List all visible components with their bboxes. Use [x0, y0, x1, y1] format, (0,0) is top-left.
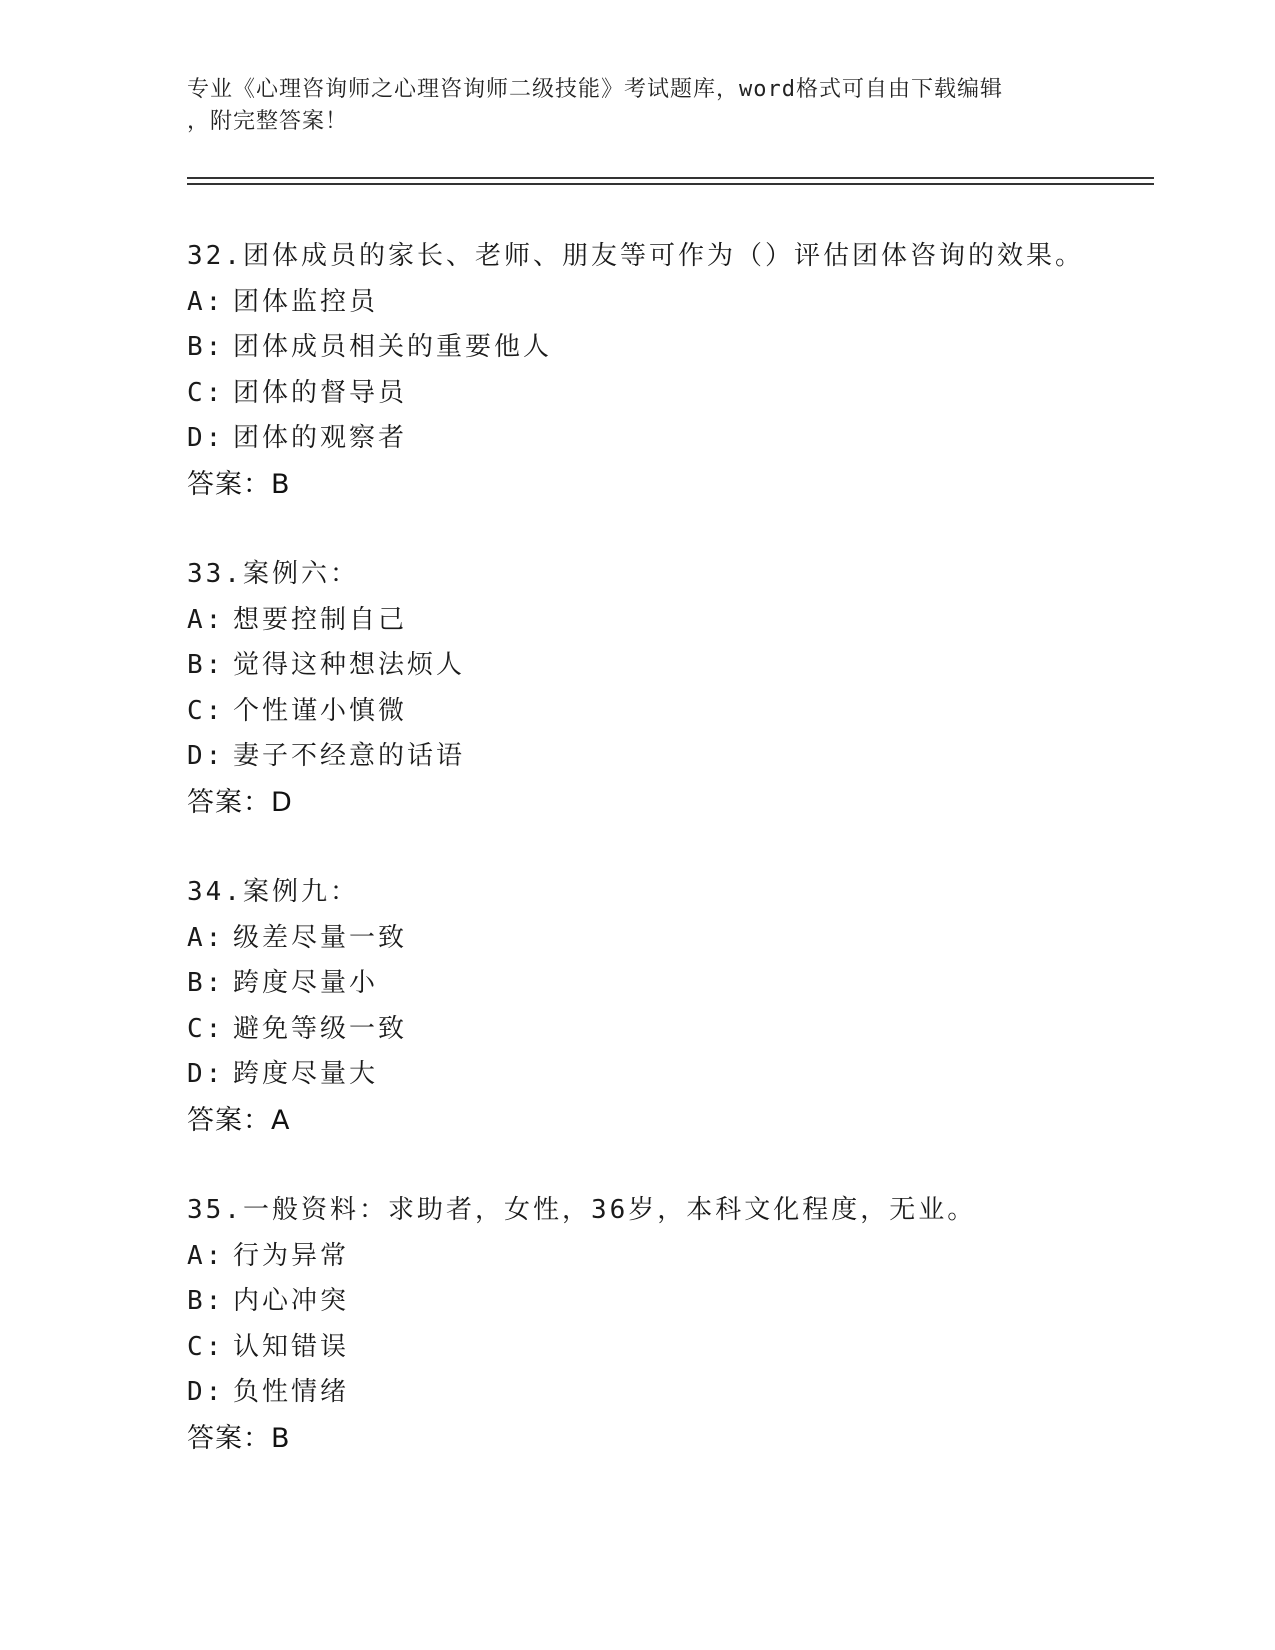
option-text: 觉得这种想法烦人 — [233, 650, 466, 680]
option-a — [187, 598, 1147, 644]
option-b — [187, 643, 1147, 689]
option-a — [187, 1234, 1147, 1280]
option-text: 团体成员相关的重要他人 — [233, 332, 553, 362]
question-34 — [187, 870, 1147, 1143]
option-text: 认知错误 — [233, 1331, 350, 1362]
option-text: 个性谨小慎微 — [233, 695, 408, 726]
option-letter: C: — [187, 695, 225, 726]
option-letter: A: — [187, 922, 225, 953]
question-stem: 32.团体成员的家长、老师、朋友等可作为（）评估团体咨询的效果。 — [187, 241, 1084, 271]
option-text: 想要控制自己 — [233, 604, 408, 635]
question-stem: 35.一般资料：求助者，女性，36岁，本科文化程度，无业。 — [187, 1195, 977, 1225]
option-text: 避免等级一致 — [233, 1013, 408, 1044]
option-text: 行为异常 — [233, 1240, 350, 1271]
question-list — [187, 234, 1147, 1506]
question-stem: 34.案例九： — [187, 877, 359, 907]
header-line-2: ，附完整答案！ — [187, 109, 349, 134]
question-32 — [187, 234, 1147, 507]
option-letter: D: — [187, 423, 225, 453]
header-divider-top — [187, 177, 1154, 179]
option-text: 团体监控员 — [233, 286, 379, 317]
option-d — [187, 734, 1147, 780]
question-stem: 33.案例六： — [187, 559, 359, 589]
option-b — [187, 961, 1147, 1007]
option-letter: C: — [187, 1013, 225, 1044]
option-letter: C: — [187, 1331, 225, 1362]
option-letter: B: — [187, 650, 225, 680]
option-letter: D: — [187, 741, 225, 771]
option-letter: B: — [187, 332, 225, 362]
option-c — [187, 1325, 1147, 1371]
option-b — [187, 1279, 1147, 1325]
option-letter: B: — [187, 968, 225, 998]
answer-label: 答案：A — [187, 1104, 291, 1136]
option-letter: D: — [187, 1377, 225, 1407]
option-letter: A: — [187, 1240, 225, 1271]
option-text: 团体的观察者 — [233, 423, 408, 453]
option-a — [187, 916, 1147, 962]
option-text: 内心冲突 — [233, 1286, 350, 1316]
option-letter: A: — [187, 604, 225, 635]
document-header — [187, 74, 1087, 138]
header-line-1: 专业《心理咨询师之心理咨询师二级技能》考试题库，word格式可自由下载编辑 — [187, 77, 1003, 102]
option-text: 负性情绪 — [233, 1377, 350, 1407]
option-d — [187, 1052, 1147, 1098]
answer-label: 答案：D — [187, 786, 293, 818]
option-letter: A: — [187, 286, 225, 317]
question-35 — [187, 1188, 1147, 1461]
option-b — [187, 325, 1147, 371]
option-letter: D: — [187, 1059, 225, 1089]
option-c — [187, 1007, 1147, 1053]
answer-label: 答案：B — [187, 1422, 291, 1454]
option-text: 妻子不经意的话语 — [233, 741, 466, 771]
header-divider-bottom — [187, 183, 1154, 185]
answer-label: 答案：B — [187, 468, 291, 500]
option-letter: B: — [187, 1286, 225, 1316]
option-d — [187, 416, 1147, 462]
option-text: 团体的督导员 — [233, 377, 408, 408]
option-a — [187, 280, 1147, 326]
option-text: 级差尽量一致 — [233, 922, 408, 953]
option-d — [187, 1370, 1147, 1416]
option-c — [187, 689, 1147, 735]
option-text: 跨度尽量小 — [233, 968, 379, 998]
option-text: 跨度尽量大 — [233, 1059, 379, 1089]
option-letter: C: — [187, 377, 225, 408]
question-33 — [187, 552, 1147, 825]
option-c — [187, 371, 1147, 417]
